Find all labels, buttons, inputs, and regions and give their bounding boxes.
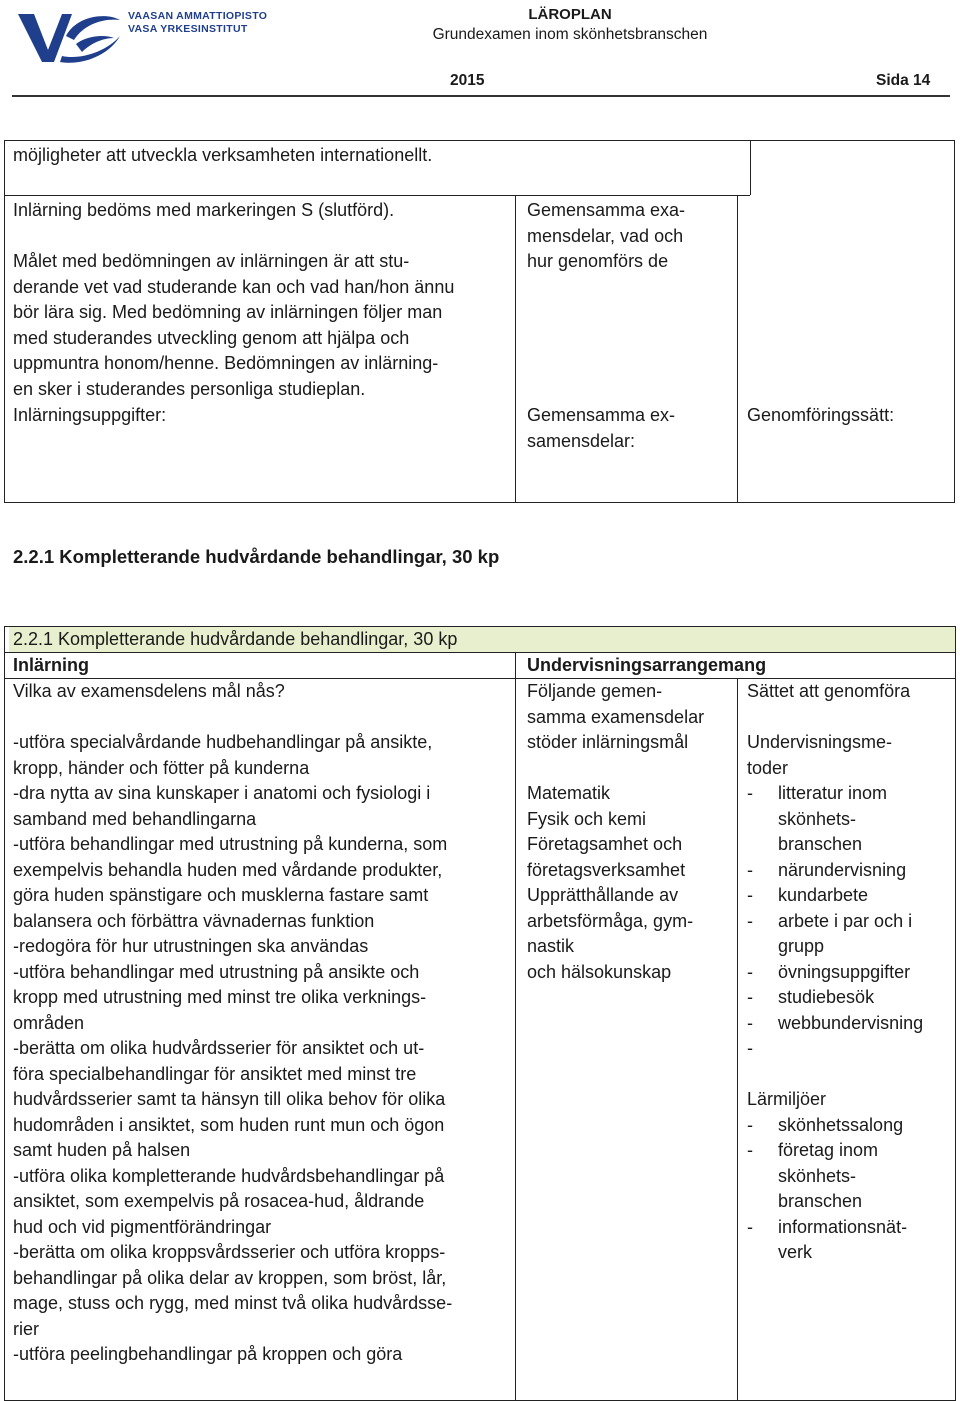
supporting-part-line: företagsverksamhet [527,859,686,880]
goal-line: föra specialbehandlingar för ansiktet med minst tre [13,1063,417,1084]
method-item-text: skönhets- [778,1165,857,1186]
method-item-text: branschen [778,1191,863,1211]
goal-line: exempelvis behandla huden med vårdande produkter, [13,859,443,880]
supporting-part-line: arbetsförmåga, gym- [527,910,694,931]
bullet-dash: - [747,885,753,905]
method-item [747,1036,923,1062]
goal-line: hudvårdsserier samt ta hänsyn till olika behov för olika [13,1089,446,1109]
method-item-text: övningsuppgifter [778,961,911,982]
tasks-label: Inlärningsuppgifter: [13,405,167,425]
goal-line: hudområden i ansiktet, som huden runt mun och ögon [13,1114,445,1135]
method-item-text: skönhetssalong [778,1114,904,1135]
goal-line: hud och vid pigmentförändringar [13,1216,272,1237]
common-parts-line: mensdelar, vad och [527,225,684,246]
common-parts-line: hur genomförs de [527,251,669,271]
method-item-text: företag inom [778,1140,879,1160]
bullet-dash [747,705,778,731]
method-item-text: toder [747,757,789,778]
assessment-line: Inlärning bedöms med markeringen S (slutförd). [13,200,395,220]
assessment-line: Målet med bedömningen av inlärningen är att stu- [13,251,410,271]
goal-line: -utföra specialvårdande hudbehandlingar på ansikte, [13,732,433,752]
column-header-arrangement: Undervisningsarrangemang [527,655,767,675]
goals-list [13,679,452,1368]
document-title: LÄROPLAN [528,6,612,23]
common-label-line: samensdelar: [527,430,636,451]
method-item [747,1215,923,1241]
bullet-dash [747,1164,778,1190]
method-item-text: Sättet att genomföra [747,681,911,701]
goal-line: -dra nytta av sina kunskaper i anatomi och fysiologi i [13,783,431,803]
method-item-text [778,1036,783,1062]
method-item [747,985,923,1011]
bullet-dash [747,934,778,960]
supporting-part-line: Företagsamhet och [527,834,683,854]
bullet-dash: - [747,961,753,982]
goal-line: rier [13,1318,39,1339]
goal-line: -redogöra för hur utrustningen ska användas [13,936,369,956]
supporting-part-line: samma examensdelar [527,706,705,727]
bullet-dash: - [747,987,753,1007]
document-subtitle: Grundexamen inom skönhetsbranschen [432,26,708,43]
bullet-dash: - [747,1216,753,1237]
method-item [747,1240,923,1266]
method-item [747,1011,923,1037]
method-item-text: informationsnät- [778,1216,908,1237]
methods-list [747,679,923,1266]
supporting-part-line: nastik [527,936,575,956]
logo-line-2: VASA YRKESINSTITUT [128,23,248,35]
common-parts-line: Gemensamma exa- [527,200,686,220]
supporting-part-line [527,756,704,782]
method-item [747,883,923,909]
goal-line [13,705,452,731]
method-item-text: verk [778,1242,813,1262]
goal-line: göra huden spänstigare och musklerna fastare samt [13,885,429,905]
method-item [747,781,923,807]
method-item [747,807,923,833]
goal-line: -utföra behandlingar med utrustning på kunderna, som [13,834,448,854]
column-header-learning: Inlärning [13,655,89,675]
method-item-text [778,705,783,731]
method-item [747,730,923,756]
bullet-dash: - [747,1038,753,1058]
goal-line: Vilka av examensdelens mål nås? [13,681,285,701]
bullet-dash [747,1189,778,1215]
common-parts-text [527,198,685,275]
header-divider [12,95,950,97]
supporting-part-line: Fysik och kemi [527,808,647,829]
common-label [527,403,675,454]
goal-line: samband med behandlingarna [13,808,257,829]
bullet-dash: - [747,1140,753,1160]
method-item-text: webbundervisning [778,1012,924,1033]
method-item-text [778,1062,783,1088]
assessment-line: derande vet vad studerande kan och vad han/hon ännu [13,276,455,297]
supporting-part-line: Upprätthållande av [527,885,679,905]
method-item [747,1062,923,1088]
goal-line: kropp, händer och fötter på kunderna [13,757,310,778]
method-item [747,1164,923,1190]
supporting-part-line: Matematik [527,783,611,803]
method-item-text: litteratur inom [778,783,888,803]
goal-line: -utföra behandlingar med utrustning på ansikte och [13,961,420,982]
bullet-dash [747,1062,778,1088]
bullet-dash: - [747,1012,753,1033]
supporting-parts-list [527,679,704,985]
goal-line: -utföra olika kompletterande hudvårdsbehandlingar på [13,1165,445,1186]
assessment-line: uppmuntra honom/henne. Bedömningen av inlärning- [13,353,439,373]
section-heading: 2.2.1 Kompletterande hudvårdande behandlingar, 30 kp [13,546,500,567]
method-item-text: närundervisning [778,859,907,880]
goal-line: mage, stuss och rygg, med minst två olika hudvårdsse- [13,1293,453,1313]
supporting-part-line: och hälsokunskap [527,961,672,982]
method-item-text: arbete i par och i [778,910,913,931]
method-item [747,858,923,884]
goal-line: ansiktet, som exempelvis på rosacea-hud, åldrande [13,1191,425,1211]
method-item-text: skönhets- [778,808,857,829]
goal-line: -berätta om olika hudvårdsserier för ansiktet och ut- [13,1038,425,1058]
goal-line: balansera och förbättra vävnadernas funktion [13,910,375,931]
bullet-dash [747,1240,778,1266]
goal-line: kropp med utrustning med minst tre olika verknings- [13,987,427,1007]
logo-line-1: VAASAN AMMATTIOPISTO [128,10,268,22]
common-label-line: Gemensamma ex- [527,405,676,425]
method-item [747,832,923,858]
goal-line: -utföra peelingbehandlingar på kroppen och göra [13,1344,403,1364]
goal-line: -berätta om olika kroppsvårdsserier och utföra kropps- [13,1242,446,1262]
method-item [747,679,923,705]
assessment-line: bör lära sig. Med bedömning av inlärningen följer man [13,302,443,322]
goal-line: samt huden på halsen [13,1140,191,1160]
method-item [747,1087,923,1113]
bullet-dash [747,832,778,858]
method-item-text: branschen [778,834,863,854]
goal-line: områden [13,1012,85,1033]
header-year: 2015 [450,72,485,89]
method-item [747,1138,923,1164]
assessment-text [13,198,454,402]
bullet-dash: - [747,783,753,803]
method-item-text: grupp [778,936,825,956]
method-item-text: Undervisningsme- [747,732,893,752]
bullet-dash: - [747,1114,753,1135]
method-label: Genomföringssätt: [747,405,895,425]
method-item-text: studiebesök [778,987,875,1007]
assessment-line: en sker i studerandes personliga studieplan. [13,378,366,399]
bullet-dash: - [747,859,753,880]
method-item [747,909,923,935]
table-2-title: 2.2.1 Kompletterande hudvårdande behandlingar, 30 kp [13,629,458,649]
method-item [747,1113,923,1139]
method-item-text: Lärmiljöer [747,1089,827,1109]
school-logo [14,6,268,66]
method-item [747,756,923,782]
page-number: Sida 14 [876,72,931,89]
supporting-part-line: Följande gemen- [527,681,663,701]
method-item [747,705,923,731]
method-item-text: kundarbete [778,885,869,905]
table-1-top-line: möjligheter att utveckla verksamheten internationellt. [13,145,433,165]
assessment-line [13,224,454,250]
bullet-dash [747,807,778,833]
logo-icon [14,6,124,66]
bullet-dash: - [747,910,753,931]
method-item [747,1189,923,1215]
goal-line: behandlingar på olika delar av kroppen, som bröst, lår, [13,1267,447,1288]
method-item [747,960,923,986]
supporting-part-line: stöder inlärningsmål [527,732,689,752]
assessment-line: med studerandes utveckling genom att hjälpa och [13,327,410,348]
method-item [747,934,923,960]
